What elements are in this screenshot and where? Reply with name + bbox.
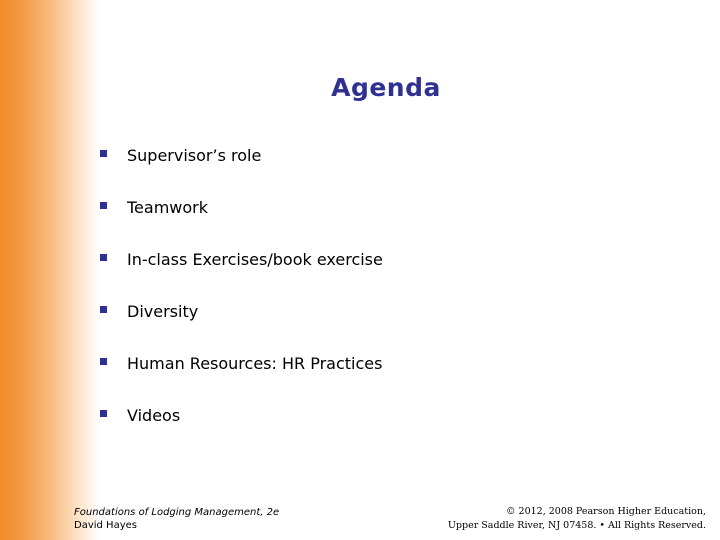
footer-copyright-line-1: © 2012, 2008 Pearson Higher Education,: [506, 506, 706, 517]
footer-copyright-line-2: Upper Saddle River, NJ 07458. • All Rights Reserved.: [447, 520, 706, 531]
list-item-text: Diversity: [127, 301, 199, 321]
square-bullet-icon: [100, 202, 107, 209]
slide-title: Agenda: [331, 73, 441, 102]
footer-copyright: [448, 505, 706, 533]
list-item-text: Human Resources: HR Practices: [127, 353, 383, 373]
square-bullet-icon: [100, 358, 107, 365]
list-item: [100, 181, 383, 233]
list-item: [100, 337, 383, 389]
square-bullet-icon: [100, 254, 107, 261]
list-item: [100, 389, 383, 441]
square-bullet-icon: [100, 150, 107, 157]
list-item-text: Teamwork: [127, 197, 209, 217]
footer-author: David Hayes: [74, 520, 137, 531]
list-item-text: Supervisor’s role: [127, 145, 262, 165]
list-item-text: In-class Exercises/book exercise: [127, 249, 383, 269]
list-item: [100, 129, 383, 181]
square-bullet-icon: [100, 410, 107, 417]
list-item-text: Videos: [127, 405, 181, 425]
agenda-list: [100, 143, 383, 441]
list-item: [100, 285, 383, 337]
square-bullet-icon: [100, 306, 107, 313]
footer-book-title: Foundations of Lodging Management, 2e: [74, 507, 280, 518]
footer-book-info: [74, 506, 279, 532]
list-item: [100, 233, 383, 285]
